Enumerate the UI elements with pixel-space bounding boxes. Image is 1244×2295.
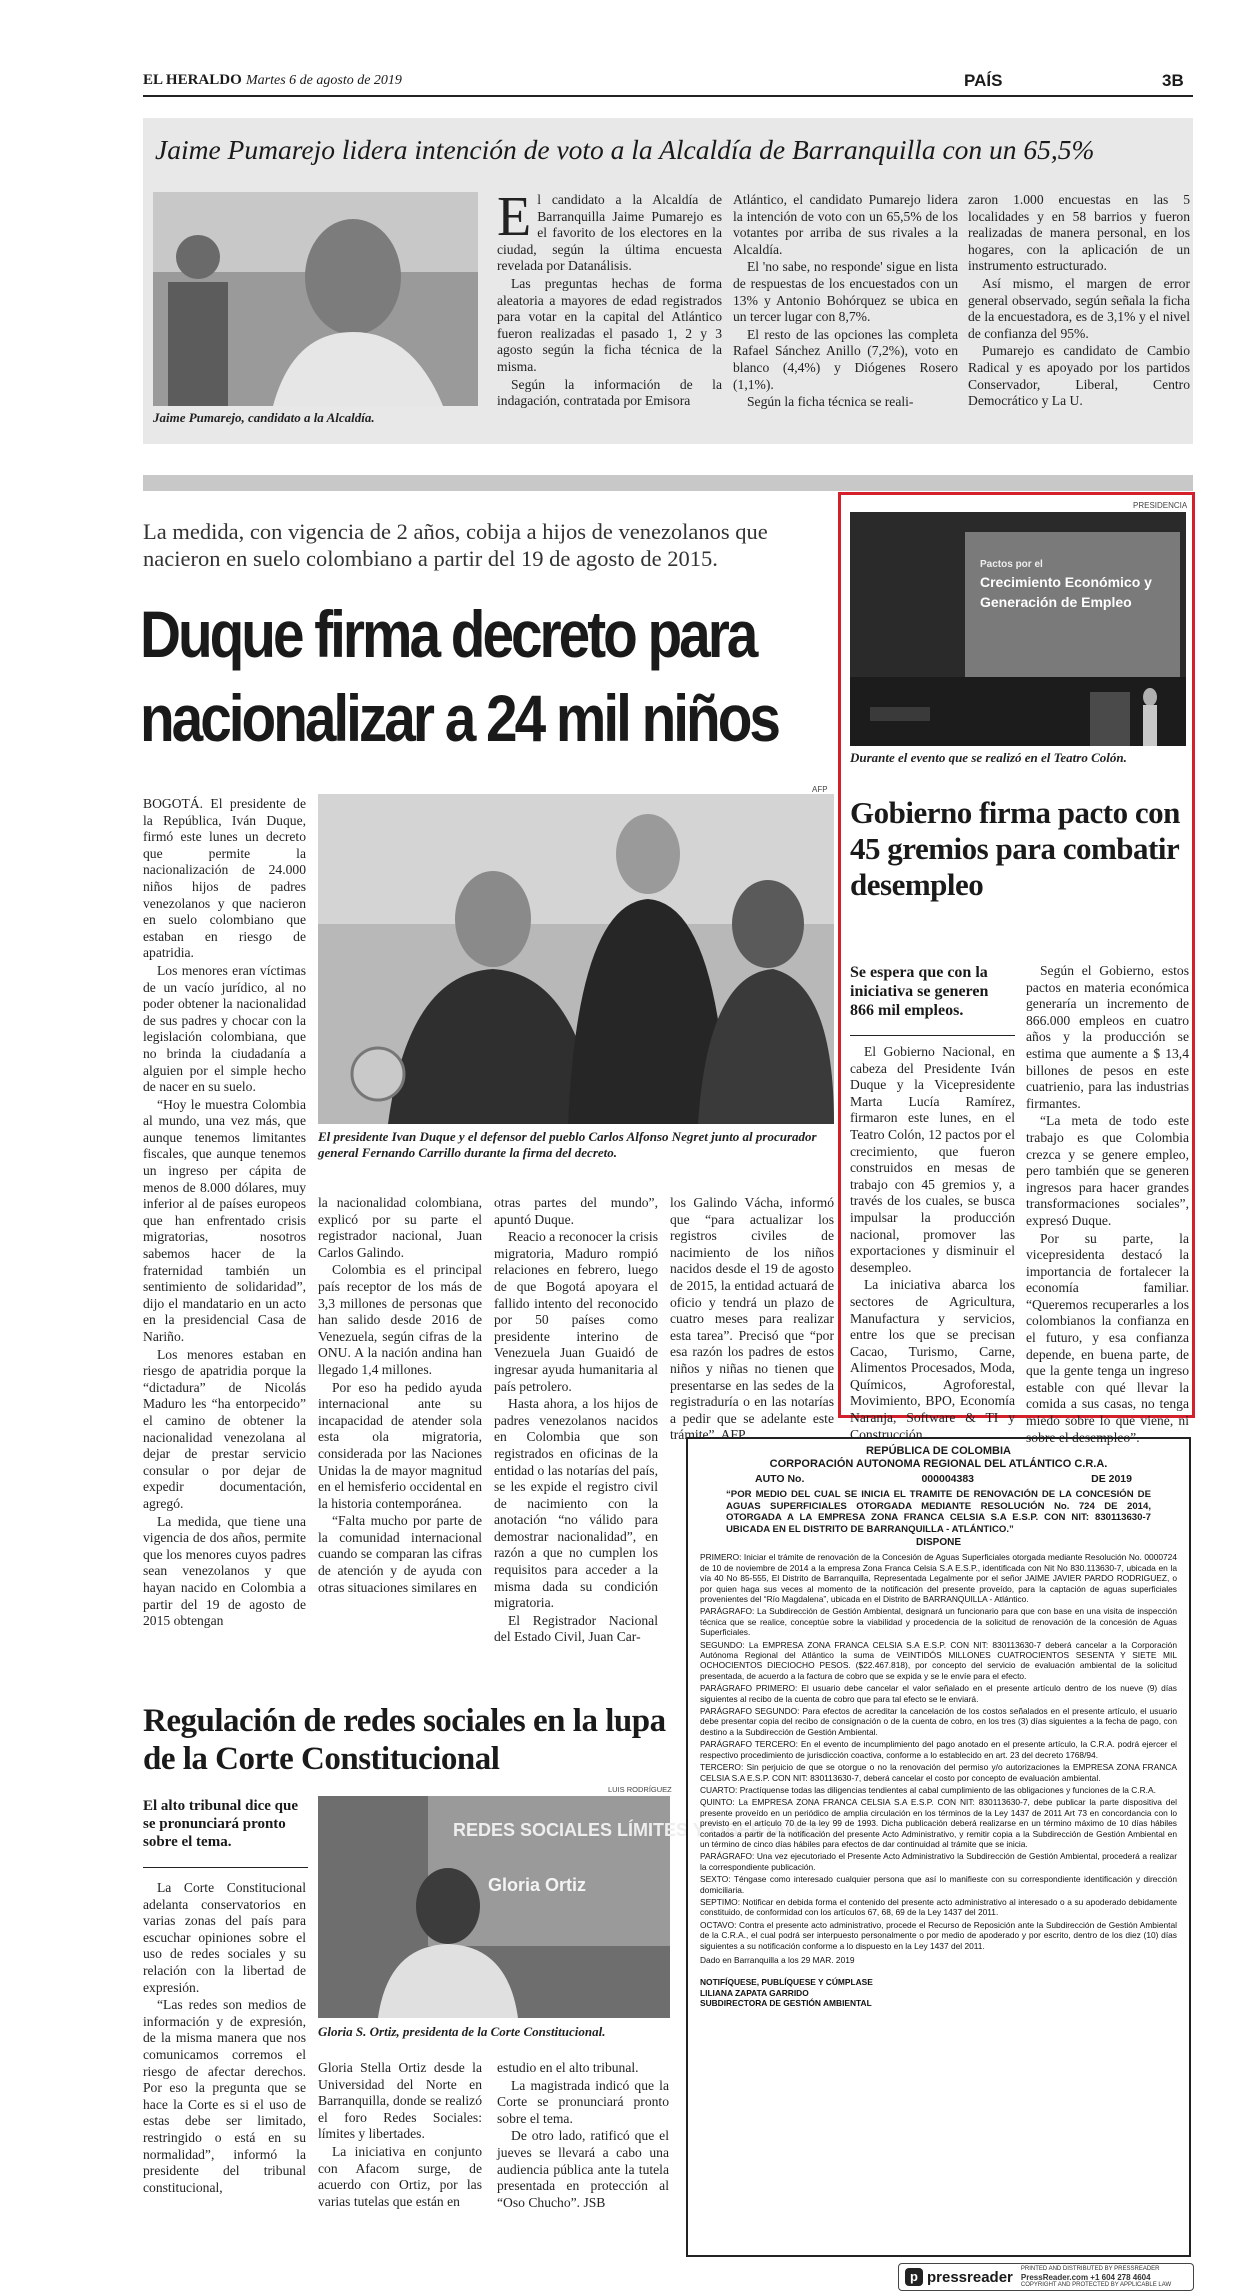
- notice-line2: CORPORACIÓN AUTONOMA REGIONAL DEL ATLÁNTICO C.R.A.: [769, 1458, 1108, 1470]
- paragraph: “Falta mucho por parte de la comunidad internacional cuando se comparan las cifras de atención y de ayuda con otras situaciones similares en: [318, 1513, 482, 1595]
- paragraph: El candidato a la Alcaldía de Barranquilla Jaime Pumarejo es el favorito de los electores en la ciudad, según la última encuesta revelada por Datanálisis.: [497, 186, 722, 274]
- redes-photo-credit: LUIS RODRÍGUEZ: [608, 1785, 672, 1794]
- paragraph: De otro lado, ratificó que el jueves se llevará a cabo una audiencia pública ante la tutela presentada en protección al “Oso Chucho”. JSB: [497, 2128, 669, 2210]
- pacto-photo-credit: PRESIDENCIA: [1133, 501, 1188, 510]
- paragraph: PARÁGRAFO PRIMERO: El usuario debe cancelar el valor señalado en el presente artículo dentro de los nueve (9) días siguientes al recibo de la cuenta de cobro que para tal efecto se le enviará.: [700, 1683, 1177, 1704]
- paragraph: Los menores eran víctimas de un vacío jurídico, al no poder obtener la nacionalidad de sus padres y chocar con la legislación colombiana, que no brinda la ciudadanía a alguien por el simple hecho de nacer en su suelo.: [143, 962, 306, 1095]
- duque-col1-top: [143, 796, 306, 1631]
- notice-line1: REPÚBLICA DE COLOMBIA: [865, 1445, 1012, 1457]
- paragraph: BOGOTÁ. El presidente de la República, Iván Duque, firmó este lunes un decreto que permite la nacionalización de 24.000 niños hijos de padres venezolanos y que nacieron en suelo colombiano que estaban en riesgo de apatridia.: [143, 796, 306, 961]
- paragraph: Por su parte, la vicepresidenta destacó la importancia de fortalecer la economía familiar. “Queremos recuperarles a los colombianos la confianza en el futuro, y esa confianza depende, en buena parte, de que la gente tenga un ingreso estable con qué llevar la comida a sus casas, no tenga miedo sobre lo que viene, ni sobre el desempleo”.: [1026, 1230, 1189, 1445]
- redes-lede-rule: [143, 1867, 308, 1868]
- notice-auto-label: AUTO No.: [755, 1473, 805, 1485]
- pressreader-line1: PRINTED AND DISTRIBUTED BY PRESSREADER: [1020, 2265, 1160, 2272]
- top-story-col2: [733, 192, 958, 412]
- duque-kicker: La medida, con vigencia de 2 años, cobija a hijos de venezolanos que nacieron en suelo colombiano a partir del 19 de agosto de 2015.: [143, 519, 768, 571]
- notice-auto-row: [755, 1473, 1132, 1485]
- redes-col3: [497, 2060, 669, 2212]
- notice-auto-number: 000004383: [921, 1473, 975, 1485]
- pumarejo-caption: Jaime Pumarejo, candidato a la Alcaldía.: [153, 410, 375, 425]
- header-page-number: 3B: [1162, 71, 1184, 90]
- notice-title: “POR MEDIO DEL CUAL SE INICIA EL TRAMITE DE RENOVACIÓN DE LA CONCESIÓN DE AGUAS SUPERFICIALES OTORGADA MEDIANTE RESOLUCIÓN No. 724 DE 2014, OTORGADA A LA EMPRESA ZONA FRANCA CELSIA S.A E.S.P. CON NIT: 830113630-7 UBICADA EN EL DISTRITO DE BARRANQUILLA - ATLÁNTICO.”: [726, 1489, 1151, 1535]
- redes-col1: [143, 1880, 306, 2197]
- paragraph: QUINTO: La EMPRESA ZONA FRANCA CELSIA S.A E.S.P. CON NIT: 830113630-7, debe publicar la parte dispositiva del presente proveído en un periódico de amplia circulación en los términos de la Ley 1437 de 2011 Art 73 en concordancia con lo previsto en el artículo 70 de la ley 99 de 1993. Dicha publicación deberá realizarse en un término máximo de 10 días hábiles contados a partir de la notificación del presente Acto Administrativo, y remitir copia a la Subdirección de Gestión Ambiental en un término de cinco días hábiles para efectos de dar continuidad al trámite que se inicia.: [700, 1797, 1177, 1849]
- duque-headline-line2: nacionalizar a 24 mil niños: [140, 681, 778, 755]
- paragraph: PARÁGRAFO SEGUNDO: Para efectos de acreditar la cancelación de los costos señalados en el presente artículo, el usuario debe presentar copia del recibo de consignación o de la cuenta de cobro, en los tres (3) días siguientes a la fecha de pago, con destino a la Subdirección de Gestión Ambiental.: [700, 1706, 1177, 1737]
- top-story-col3: [968, 192, 1190, 411]
- svg-text:Pactos por el: Pactos por el: [980, 559, 1043, 570]
- duque-photo-caption: El presidente Ivan Duque y el defensor del pueblo Carlos Alfonso Negret junto al procurador general Fernando Carrillo durante la firma del decreto.: [318, 1129, 817, 1160]
- paragraph: El Gobierno Nacional, en cabeza del Presidente Iván Duque y la Vicepresidente Marta Lucía Ramírez, firmaron este lunes, en el Teatro Colón, 12 pactos por el crecimiento, que fueron construidos en mesas de trabajo con 45 gremios y, a través de los cuales, se busca impulsar la producción nacional, promover las exportaciones y disminuir el desempleo.: [850, 1044, 1015, 1275]
- pacto-col2: [1026, 963, 1189, 1447]
- paragraph: La magistrada indicó que la Corte se pronunciará pronto sobre el tema.: [497, 2077, 669, 2126]
- pacto-col1: [850, 1044, 1015, 1444]
- paragraph: CUARTO: Practíquense todas las diligencias tendientes al cabal cumplimiento de las obligaciones y funciones de la C.R.A.: [700, 1784, 1156, 1795]
- paragraph: El resto de las opciones las completa Rafael Sánchez Anillo (7,2%), voto en blanco (4,4%) y Diógenes Rosero (1,1%).: [733, 326, 958, 392]
- paragraph: Gloria Stella Ortiz desde la Universidad del Norte en Barranquilla, donde se realizó el foro Redes Sociales: límites y libertades.: [318, 2060, 482, 2142]
- top-story-col1: [497, 186, 722, 411]
- duque-photo: [318, 794, 834, 1124]
- paragraph: La Corte Constitucional adelanta conservatorios en varias zonas del país para escuchar opiniones sobre el uso de redes sociales y su relación con la libertad de expresión.: [143, 1880, 306, 1995]
- pumarejo-photo: [153, 192, 478, 406]
- paragraph: Así mismo, el margen de error general observado, según señala la ficha de la encuestadora, es de 3,1% y el nivel de confianza del 95%.: [968, 275, 1190, 341]
- redes-lede: El alto tribunal dice que se pronunciará pronto sobre el tema.: [143, 1798, 299, 1850]
- redes-col2: [318, 2060, 482, 2211]
- paragraph: PARÁGRAFO: La Subdirección de Gestión Ambiental, designará un funcionario para que con base en una visita de inspección técnica que se realice, conceptúe sobre la viabilidad y procedencia de la solicitud de renovación de la concesión de Aguas Superficiales.: [700, 1606, 1177, 1638]
- paragraph: Atlántico, el candidato Pumarejo lidera la intención de voto con un 65,5% de los votantes por arriba de sus rivales a la Alcaldía.: [733, 192, 958, 257]
- paragraph: “La meta de todo este trabajo es que Colombia crezca y se genere empleo, pero también que se generen ingresos para hacer grandes transformaciones sociales”, expresó Duque.: [1026, 1113, 1189, 1228]
- pacto-headline: Gobierno firma pacto con 45 gremios para combatir desempleo: [850, 795, 1180, 902]
- drop-cap: E: [497, 186, 532, 248]
- notice-sign2: LILIANA ZAPATA GARRIDO: [700, 1987, 809, 1998]
- paragraph: Colombia es el principal país receptor de los más de 3,3 millones de personas que han salido desde 2016 de Venezuela, según cifras de la ONU. A la nación andina han llegado 1,4 millones.: [318, 1262, 482, 1377]
- notice-auto-year: DE 2019: [1091, 1473, 1132, 1485]
- paragraph: PARÁGRAFO TERCERO: En el evento de incumplimiento del pago anotado en el presente artículo, la C.R.A. podrá ejercer el respectivo procedimiento de jurisdicción coactiva, conforme a lo establecido en art. 23 del decreto 1768/94.: [700, 1739, 1177, 1760]
- paragraph: Los menores estaban en riesgo de apatridia porque la “dictadura” de Nicolás Maduro les “ha entorpecido” el camino de obtener la nacionalidad venezolana al dejar de prestar servicio consular o por dejar de expedir documentación, agregó.: [143, 1346, 306, 1511]
- paragraph: “Las redes son medios de información y de expresión, de la misma manera que nos comunicamos corremos el riesgo de afectar derechos. Por eso la pregunta que se hace la Corte es si el uso de estas debe ser limitado, restringido o está en su normalidad”, informó la presidente del tribunal constitucional,: [143, 1997, 306, 2195]
- section-divider-bar: [143, 475, 1193, 491]
- redes-headline: Regulación de redes sociales en la lupa de la Corte Constitucional: [143, 1703, 666, 1777]
- redes-photo-caption: Gloria S. Ortiz, presidenta de la Corte Constitucional.: [318, 2024, 606, 2039]
- paragraph: SEPTIMO: Notificar en debida forma el contenido del presente acto administrativo al interesado o a su apoderado debidamente constituido, de conformidad con los artículos 67, 68, 69 de la Ley 1437 del 2011.: [700, 1896, 1177, 1918]
- paragraph: PARÁGRAFO: Una vez ejecutoriado el Presente Acto Administrativo la Subdirección de Gestión Ambiental, procederá a realizar la correspondiente publicación.: [700, 1851, 1177, 1872]
- duque-photo-credit: AFP: [812, 785, 828, 794]
- duque-col2: [318, 1195, 482, 1597]
- redes-screen-text: REDES SOCIALES LÍMITES Y LIBERTADES: [453, 1820, 824, 1840]
- paragraph: PRIMERO: Iniciar el trámite de renovación de la Concesión de Aguas Superficiales otorgada mediante Resolución No. 0000724 de 10 de noviembre de 2014 a la empresa Zona Franca Celsia S.A E.S.P., identificada con Nit No 830.113630-7, ubicada en la vía 40 No 85-555, El Distrito de Barranquilla, Representada Legalmente por el señor JAIME JAVIER PARDO RODRIGUEZ, o por quien haga sus veces al momento de la notificación del presente proveído, para la captación de aguas superficiales provenientes del “Río Magdalena”, ubicada en el Distrito de BARRANQUILLA - Atlántico.: [700, 1552, 1177, 1604]
- paragraph: Según el Gobierno, estos pactos en materia económica generaría un incremento de 866.000 empleos en cuatro años y la producción se estima que aumente a $ 13,4 billones de pesos en este cuatrienio, para las industrias firmantes.: [1026, 963, 1189, 1111]
- pacto-photo-caption: Durante el evento que se realizó en el Teatro Colón.: [850, 750, 1127, 765]
- paragraph: otras partes del mundo”, apuntó Duque.: [494, 1195, 658, 1227]
- paragraph: El Registrador Nacional del Estado Civil, Juan Car-: [494, 1612, 658, 1645]
- paragraph: Por eso ha pedido ayuda internacional ante su incapacidad de atender sola esta ola migratoria, considerada por las Naciones Unidas la de mayor magnitud en el hemisferio occidental en la historia contemporánea.: [318, 1379, 482, 1511]
- notice-dated: Dado en Barranquilla a los 29 MAR. 2019: [700, 1955, 855, 1965]
- paragraph: los Galindo Vácha, informó que “para actualizar los registros civiles de nacimiento de los niños nacidos desde el 19 de agosto de 2015, la entidad actuará de oficio y tendrá un plazo de cuatro meses para realizar esta tarea”. Precisó que “por esa razón los padres de estos niños y niñas no tienen que presentarse en las sedes de la registraduría o en las notarías a pedir que se adelante este trámite”. AFP: [670, 1195, 834, 1443]
- paragraph: SEXTO: Téngase como interesado cualquier persona que así lo manifieste con su correspondiente identificación y dirección domiciliaria.: [700, 1874, 1177, 1895]
- paragraph: TERCERO: Sin perjuicio de que se otorgue o no la renovación del permiso y/o autorizaciones la EMPRESA ZONA FRANCA CELSIA S.A E.S.P. CON NIT: 830113630-7, deberá cancelar el costo por concepto de evaluación ambiental.: [700, 1762, 1177, 1783]
- paragraph: El 'no sabe, no responde' sigue en lista de respuestas de los encuestados con un 13% y Antonio Bohórquez se ubica en un tercer lugar con 8,7%.: [733, 259, 958, 325]
- pressreader-brand: pressreader: [927, 2268, 1013, 2286]
- notice-sign3: SUBDIRECTORA DE GESTIÓN AMBIENTAL: [700, 1998, 872, 2009]
- pacto-lede: Se espera que con la iniciativa se generen 866 mil empleos.: [850, 964, 989, 1019]
- duque-col4: [670, 1195, 834, 1445]
- notice-paragraphs: [700, 1552, 1177, 1951]
- header-date: Martes 6 de agosto de 2019: [246, 73, 402, 88]
- top-story-headline: Jaime Pumarejo lidera intención de voto a la Alcaldía de Barranquilla con un 65,5%: [155, 134, 1095, 165]
- pressreader-logo-icon: p: [905, 2268, 923, 2286]
- svg-text:Generación de Empleo: Generación de Empleo: [980, 594, 1132, 610]
- paragraph: Pumarejo es candidato de Cambio Radical y es apoyado por los partidos Conservador, Liberal, Centro Democrático y La U.: [968, 343, 1190, 409]
- paragraph: La iniciativa en conjunto con Afacom surge, de acuerdo con Ortiz, por las varias tutelas que están en: [318, 2143, 482, 2209]
- pacto-lede-rule: [850, 1035, 1015, 1036]
- paragraph: Hasta ahora, a los hijos de padres venezolanos nacidos en Colombia que son registrados en oficinas de la entidad o las notarías del país, se les expide el registro civil de nacimiento con la anotación “no válido para demostrar nacionalidad”, en razón a que no cumplen los requisitos para acceder a la misma dada su condición migratoria.: [494, 1396, 658, 1611]
- paragraph: Según la ficha técnica se reali-: [747, 394, 914, 410]
- paragraph: La medida, que tiene una vigencia de dos años, permite que los menores cuyos padres sean venezolanos y que hayan nacido en Colombia a partir del 19 de agosto de 2015 obtengan: [143, 1513, 306, 1629]
- paragraph: Reacio a reconocer la crisis migratoria, Maduro rompió relaciones en febrero, luego de que Bogotá apoyara el fallido intento del reconocido por 50 países como presidente interino de Venezuela Juan Guaidó de ingresar ayuda humanitaria al país petrolero.: [494, 1229, 658, 1394]
- notice-dispone: DISPONE: [915, 1537, 961, 1549]
- header-paper: EL HERALDO: [143, 72, 242, 88]
- pacto-photo: [850, 512, 1186, 746]
- header-section: PAÍS: [964, 71, 1003, 90]
- paragraph: SEGUNDO: La EMPRESA ZONA FRANCA CELSIA S.A E.S.P. CON NIT: 830113630-7 deberá cancelar a la Corporación Autónoma Regional del Atlántico la suma de VEINTIDÓS MILLONES CUATROCIENTOS SESENTA Y SIETE MIL OCHOCIENTOS DIECIOCHO PESOS. ($22.467.818), por concepto del servicio de evaluación ambiental de la solicitud presentada, de acuerdo a la factura de cobro que se expida y se le envíe para el efecto.: [700, 1639, 1177, 1681]
- paragraph: “Hoy le muestra Colombia al mundo, una vez más, que aunque tenemos limitantes fiscales, que aunque tenemos un ingreso per cápita de menos de 8.000 dólares, muy inferior al de países europeos que han enfrentado crisis migratorias, nosotros sabemos hacer de la fraternidad también un sentimiento de solidaridad”, dijo el mandatario en un acto en la presidencial Casa de Nariño.: [143, 1096, 306, 1344]
- notice-sign1: NOTIFÍQUESE, PUBLÍQUESE Y CÚMPLASE: [700, 1977, 873, 1988]
- paragraph: Las preguntas hechas de forma aleatoria a mayores de edad registrados para votar en la capital del Atlántico fueron realizadas el pasado 1, 2 y 3 agosto según la ficha técnica de la misma.: [497, 275, 722, 374]
- paragraph: Según la información de la indagación, contratada por Emisora: [497, 376, 722, 409]
- pressreader-line2: PressReader.com +1 604 278 4604: [1020, 2272, 1151, 2282]
- paragraph: zaron 1.000 encuestas en las 5 localidades y en 58 barrios y fueron realizadas de manera personal, en los hogares, con la aplicación de un instrumento estructurado.: [968, 192, 1190, 274]
- header-rule: [143, 95, 1193, 97]
- paragraph: la nacionalidad colombiana, explicó por su parte el registrador nacional, Juan Carlos Galindo.: [318, 1195, 482, 1260]
- redes-screen-name: Gloria Ortiz: [488, 1875, 587, 1895]
- duque-col3: [494, 1195, 658, 1647]
- pressreader-badge[interactable]: [898, 2263, 1194, 2291]
- pressreader-line3: COPYRIGHT AND PROTECTED BY APPLICABLE LAW: [1020, 2281, 1172, 2288]
- svg-text:Crecimiento Económico y: Crecimiento Económico y: [980, 574, 1152, 590]
- paragraph: OCTAVO: Contra el presente acto administrativo, procede el Recurso de Reposición ante la Subdirección de Gestión Ambiental de la C.R.A., el cual podrá ser interpuesto personalmente o por medio de apoderado y por escrito, dentro de los diez (10) días siguientes a su notificación conforme a lo dispuesto en la Ley 1437 del 2011.: [700, 1919, 1177, 1951]
- legal-notice: [686, 1437, 1191, 2257]
- duque-headline-line1: Duque firma decreto para: [140, 597, 756, 671]
- paragraph: La iniciativa abarca los sectores de Agricultura, Manufactura y servicios, entre los que se precisan Cacao, Turismo, Carne, Alimentos Procesados, Moda, Químicos, Agroforestal, Movimiento, BPO, Economía Naranja, Software & TI y Construcción.: [850, 1277, 1015, 1442]
- paragraph: estudio en el alto tribunal.: [497, 2060, 639, 2075]
